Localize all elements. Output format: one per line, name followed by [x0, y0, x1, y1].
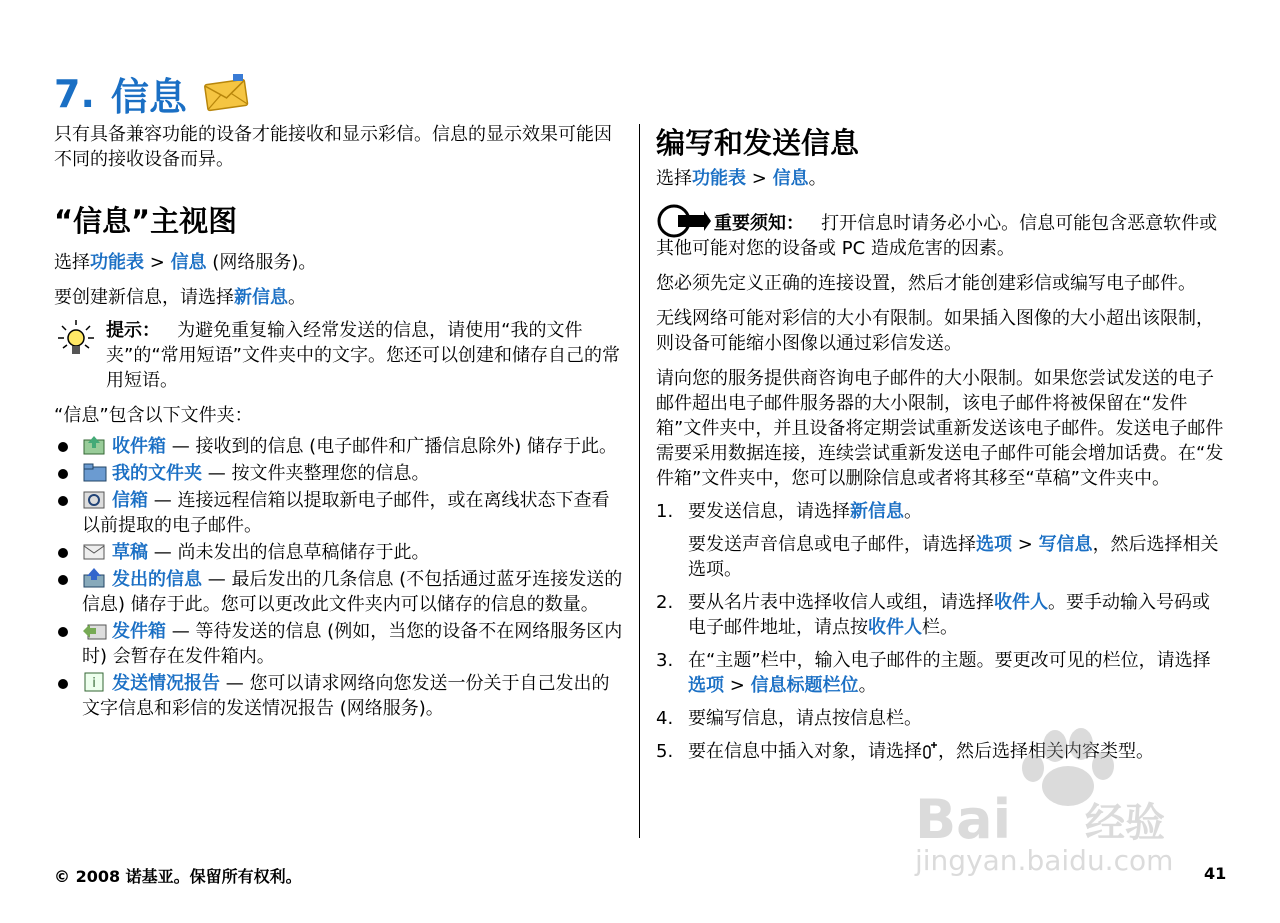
- step-text: 要从名片表中选择收信人或组，请选择: [688, 592, 994, 613]
- folder-desc: — 按文件夹整理您的信息。: [207, 463, 430, 484]
- path-arrow: >: [1017, 534, 1033, 555]
- step-item: [656, 706, 1226, 731]
- menu-link[interactable]: 功能表: [90, 252, 144, 273]
- tip-label: 提示：: [106, 320, 160, 341]
- tip-body: 为避免重复输入经常发送的信息，请使用“我的文件夹”的“常用短语”文件夹中的文字。您还可以创建和储存自己的常用短语。: [106, 320, 620, 391]
- folder-desc: — 接收到的信息 (电子邮件和广播信息除外) 储存于此。: [171, 436, 617, 457]
- period: 。: [288, 287, 306, 308]
- step-text: 在“主题”栏中，输入电子邮件的主题。要更改可见的栏位，请选择: [688, 650, 1211, 671]
- folder-desc: — 连接远程信箱以提取新电子邮件，或在离线状态下查看以前提取的电子邮件。: [82, 490, 610, 536]
- my-folders-icon: [82, 461, 108, 483]
- list-item: [54, 461, 624, 486]
- paragraph-size-limit: 无线网络可能对彩信的大小有限制。如果插入图像的大小超出该限制，则设备可能缩小图像以通过彩信发送。: [656, 308, 1214, 354]
- compose-heading: 编写和发送信息: [656, 126, 860, 160]
- folder-desc: — 最后发出的几条信息 (不包括通过蓝牙连接发送的信息) 储存于此。您可以更改此文件夹内可以储存的信息的数量。: [82, 569, 623, 615]
- step-text: 要发送信息，请选择: [688, 501, 850, 522]
- step-number: 3.: [656, 650, 674, 671]
- select-path: [54, 250, 624, 275]
- messages-link[interactable]: 信息: [170, 252, 207, 273]
- path-arrow: >: [751, 168, 767, 189]
- step-text: 栏。: [922, 617, 958, 638]
- step-text: 。: [904, 501, 922, 522]
- left-column: [54, 122, 624, 723]
- folder-name[interactable]: 信箱: [112, 490, 148, 511]
- reports-icon: [82, 671, 108, 693]
- folder-desc: — 您可以请求网络向您发送一份关于自己发出的文字信息和彩信的发送情况报告 (网络服务)。: [82, 673, 610, 719]
- chapter-title: [54, 66, 249, 121]
- envelope-icon: [203, 74, 249, 114]
- mailbox-icon: [82, 488, 108, 510]
- folder-desc: — 尚未发出的信息草稿储存于此。: [153, 542, 430, 563]
- page-number: 41: [1204, 864, 1227, 883]
- drafts-icon: [82, 540, 108, 562]
- menu-link[interactable]: 功能表: [692, 168, 746, 189]
- step-text: 要在信息中插入对象，请选择: [688, 741, 922, 762]
- list-item: [54, 671, 624, 721]
- step-item: [656, 499, 1226, 582]
- list-item: [54, 540, 624, 565]
- main-view-heading: “信息”主视图: [54, 204, 238, 238]
- step-text: ，然后选择相关内容类型。: [938, 741, 1154, 762]
- watermark-url: jingyan.baidu.com: [915, 844, 1174, 877]
- list-item: [54, 488, 624, 538]
- chapter-name: 信息: [110, 75, 187, 119]
- tip-box: [54, 318, 624, 393]
- step-text: 要编写信息，请点按信息栏。: [688, 708, 922, 729]
- network-service-note: (网络服务)。: [212, 252, 317, 273]
- list-item: [54, 567, 624, 617]
- path-arrow: >: [149, 252, 165, 273]
- notice-label: 重要须知：: [714, 213, 804, 234]
- folder-name[interactable]: 发出的信息: [112, 569, 202, 590]
- folder-desc: — 等待发送的信息 (例如，当您的设备不在网络服务区内时) 会暂存在发件箱内。: [82, 621, 623, 667]
- new-message-link[interactable]: 新信息: [850, 501, 904, 522]
- create-prefix: 要创建新信息，请选择: [54, 287, 234, 308]
- warning-hand-icon: [656, 203, 712, 239]
- step-number: 2.: [656, 592, 674, 613]
- sent-icon: [82, 567, 108, 589]
- list-item: [54, 434, 624, 459]
- watermark-logo-cn: 经验: [1085, 800, 1165, 846]
- folder-name[interactable]: 草稿: [112, 542, 148, 563]
- step-text: 。: [858, 675, 877, 696]
- recipient-link[interactable]: 收件人: [994, 592, 1048, 613]
- step-item: [656, 739, 1226, 764]
- list-item: [54, 619, 624, 669]
- folder-name[interactable]: 收件箱: [112, 436, 166, 457]
- recipient-field-link[interactable]: 收件人: [868, 617, 922, 638]
- period: 。: [808, 168, 827, 189]
- step-number: 1.: [656, 501, 674, 522]
- step-text: 要发送声音信息或电子邮件，请选择: [688, 534, 976, 555]
- folder-name[interactable]: 发件箱: [112, 621, 166, 642]
- step-subtext: [688, 532, 1226, 582]
- step-text: ，然后选择相关选项。: [688, 534, 1219, 580]
- notice-text: [656, 211, 1226, 261]
- create-new-text: [54, 285, 624, 310]
- right-column: [656, 122, 1226, 772]
- path-arrow: >: [729, 675, 745, 696]
- important-notice: [656, 211, 1226, 261]
- folders-intro: “信息”包含以下文件夹：: [54, 405, 253, 426]
- tip-text: [106, 318, 624, 393]
- header-fields-link[interactable]: 信息标题栏位: [750, 675, 859, 696]
- messages-link[interactable]: 信息: [772, 168, 809, 189]
- tip-lightbulb-icon: [54, 318, 106, 393]
- step-text: 。要手动输入号码或电子邮件地址，请点按: [688, 592, 1210, 638]
- column-divider: [639, 124, 640, 838]
- new-message-link[interactable]: 新信息: [234, 287, 288, 308]
- select-prefix: 选择: [54, 252, 90, 273]
- inbox-icon: [82, 434, 108, 456]
- write-message-link[interactable]: 写信息: [1038, 534, 1093, 555]
- attach-icon[interactable]: [922, 740, 938, 760]
- folder-name[interactable]: 我的文件夹: [112, 463, 202, 484]
- select-path: [656, 166, 1226, 191]
- step-number: 5.: [656, 741, 674, 762]
- copyright: © 2008 诺基亚。保留所有权利。: [54, 867, 302, 886]
- folder-name[interactable]: 发送情况报告: [112, 673, 220, 694]
- select-prefix: 选择: [656, 168, 692, 189]
- folder-list: [54, 434, 624, 721]
- options-link[interactable]: 选项: [688, 675, 724, 696]
- step-item: [656, 648, 1226, 698]
- chapter-number: 7.: [54, 71, 95, 116]
- paragraph-email-limit: 请向您的服务提供商咨询电子邮件的大小限制。如果您尝试发送的电子邮件超出电子邮件服务器的大小限制，该电子邮件将被保留在“发件箱”文件夹中，并且设备将定期尝试重新发送该电子邮件。发送电子邮件需要采用数据连接，连续尝试重新发送电子邮件可能会增加话费。在“发件箱”文件夹中，您可以删除信息或者将其移至“草稿”文件夹中。: [656, 368, 1224, 489]
- paragraph-connection: 您必须先定义正确的连接设置，然后才能创建彩信或编写电子邮件。: [656, 273, 1196, 294]
- notice-body: 打开信息时请务必小心。信息可能包含恶意软件或其他可能对您的设备或 PC 造成危害的因素。: [656, 213, 1218, 259]
- outbox-icon: [82, 619, 108, 641]
- intro-text: 只有具备兼容功能的设备才能接收和显示彩信。信息的显示效果可能因不同的接收设备而异。: [54, 124, 612, 170]
- watermark-logo: Bai: [915, 788, 1012, 851]
- steps-list: [656, 499, 1226, 764]
- svg-text:i: i: [92, 676, 96, 691]
- step-number: 4.: [656, 708, 674, 729]
- step-item: [656, 590, 1226, 640]
- options-link[interactable]: 选项: [976, 534, 1012, 555]
